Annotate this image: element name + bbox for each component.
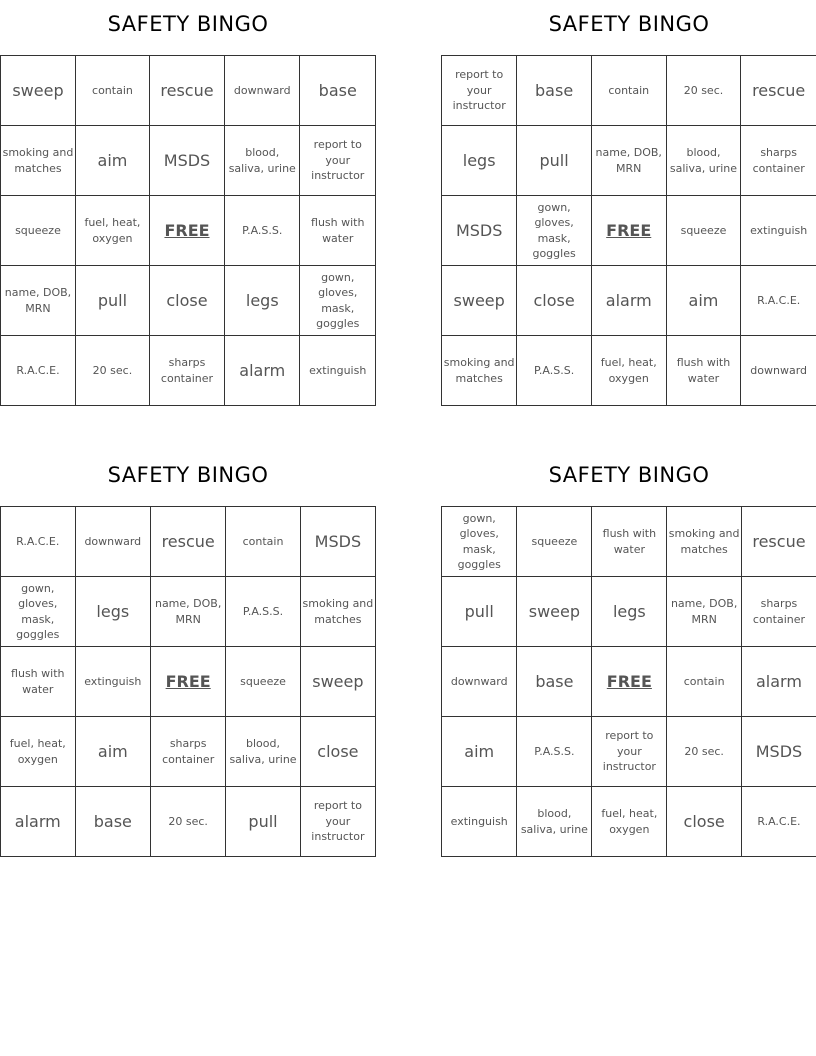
bingo-cell[interactable]: gown, gloves, mask, goggles <box>300 266 376 336</box>
bingo-cell[interactable]: sharps container <box>741 126 816 196</box>
card-title: SAFETY BINGO <box>548 12 710 36</box>
bingo-cell[interactable]: report to your instructor <box>592 717 667 787</box>
bingo-grid <box>0 55 376 406</box>
bingo-cell[interactable]: 20 sec. <box>75 336 149 406</box>
bingo-cell[interactable]: flush with water <box>666 336 741 406</box>
card-title: SAFETY BINGO <box>548 463 710 487</box>
grid-row <box>442 787 816 857</box>
bingo-cell[interactable]: squeeze <box>517 507 592 577</box>
bingo-cell[interactable]: close <box>149 266 224 336</box>
grid-row <box>442 647 816 717</box>
bingo-cell[interactable]: rescue <box>741 56 816 126</box>
grid-row <box>1 196 376 266</box>
bingo-cell[interactable]: legs <box>592 577 667 647</box>
grid-row <box>442 56 816 126</box>
bingo-cell[interactable]: downward <box>741 336 816 406</box>
bingo-cell[interactable]: alarm <box>225 336 300 406</box>
card-title: SAFETY BINGO <box>107 12 269 36</box>
bingo-cell[interactable]: pull <box>442 577 517 647</box>
bingo-cell[interactable]: report to your instructor <box>300 126 376 196</box>
bingo-cell[interactable]: name, DOB, MRN <box>591 126 666 196</box>
grid-row <box>1 266 376 336</box>
bingo-cell[interactable]: name, DOB, MRN <box>667 577 742 647</box>
bingo-cell[interactable]: 20 sec. <box>666 56 741 126</box>
bingo-cell[interactable]: report to your instructor <box>300 787 375 857</box>
bingo-cell[interactable]: aim <box>666 266 741 336</box>
bingo-cell[interactable]: blood, saliva, urine <box>666 126 741 196</box>
bingo-cell[interactable]: P.A.S.S. <box>226 577 301 647</box>
bingo-cell[interactable]: aim <box>75 717 151 787</box>
bingo-cell[interactable]: aim <box>75 126 149 196</box>
bingo-cell[interactable]: smoking and matches <box>1 126 76 196</box>
bingo-cell[interactable]: downward <box>442 647 517 717</box>
grid-row <box>1 126 376 196</box>
bingo-cell[interactable]: extinguish <box>75 647 151 717</box>
bingo-cell[interactable]: sweep <box>1 56 76 126</box>
bingo-cell[interactable]: name, DOB, MRN <box>1 266 76 336</box>
bingo-cell[interactable]: sharps container <box>741 577 816 647</box>
free-space-cell[interactable]: FREE <box>592 647 667 717</box>
bingo-cell[interactable]: squeeze <box>1 196 76 266</box>
bingo-cell[interactable]: alarm <box>1 787 76 857</box>
bingo-cell[interactable]: base <box>517 56 592 126</box>
bingo-cell[interactable]: smoking and matches <box>667 507 742 577</box>
bingo-cell[interactable]: R.A.C.E. <box>1 507 76 577</box>
grid-row <box>442 196 816 266</box>
bingo-cell[interactable]: pull <box>517 126 592 196</box>
bingo-cell[interactable]: base <box>75 787 151 857</box>
bingo-cell[interactable]: legs <box>225 266 300 336</box>
bingo-cell[interactable]: fuel, heat, oxygen <box>592 787 667 857</box>
bingo-cell[interactable]: contain <box>226 507 301 577</box>
bingo-cell[interactable]: blood, saliva, urine <box>226 717 301 787</box>
bingo-cell[interactable]: sweep <box>442 266 517 336</box>
bingo-cell[interactable]: extinguish <box>442 787 517 857</box>
bingo-cell[interactable]: P.A.S.S. <box>225 196 300 266</box>
bingo-cell[interactable]: rescue <box>151 507 226 577</box>
bingo-grid <box>441 55 816 406</box>
grid-row <box>442 507 816 577</box>
bingo-cell[interactable]: sharps container <box>151 717 226 787</box>
grid-row <box>442 717 816 787</box>
bingo-cell[interactable]: blood, saliva, urine <box>517 787 592 857</box>
bingo-cell[interactable]: 20 sec. <box>667 717 742 787</box>
bingo-cell[interactable]: R.A.C.E. <box>1 336 76 406</box>
bingo-cell[interactable]: P.A.S.S. <box>517 717 592 787</box>
grid-row <box>1 787 376 857</box>
bingo-cell[interactable]: aim <box>442 717 517 787</box>
bingo-cell[interactable]: pull <box>75 266 149 336</box>
free-space-cell[interactable]: FREE <box>591 196 666 266</box>
bingo-cell[interactable]: extinguish <box>741 196 816 266</box>
bingo-cell[interactable]: flush with water <box>300 196 376 266</box>
grid-row <box>442 336 816 406</box>
bingo-cell[interactable]: legs <box>75 577 151 647</box>
grid-row <box>1 56 376 126</box>
free-space-cell[interactable]: FREE <box>151 647 226 717</box>
grid-row <box>1 647 376 717</box>
grid-row <box>1 336 376 406</box>
bingo-cell[interactable]: R.A.C.E. <box>741 266 816 336</box>
bingo-cell[interactable]: pull <box>226 787 301 857</box>
bingo-cell[interactable]: MSDS <box>300 507 375 577</box>
bingo-cell[interactable]: fuel, heat, oxygen <box>591 336 666 406</box>
bingo-cell[interactable]: smoking and matches <box>300 577 375 647</box>
bingo-cell[interactable]: report to your instructor <box>442 56 517 126</box>
bingo-cell[interactable]: sweep <box>300 647 375 717</box>
grid-row <box>1 717 376 787</box>
bingo-cell[interactable]: rescue <box>149 56 224 126</box>
bingo-cell[interactable]: extinguish <box>300 336 376 406</box>
card-title: SAFETY BINGO <box>107 463 269 487</box>
bingo-cell[interactable]: close <box>667 787 742 857</box>
bingo-cell[interactable]: sweep <box>517 577 592 647</box>
grid-row <box>1 507 376 577</box>
bingo-cell[interactable]: close <box>517 266 592 336</box>
bingo-cell[interactable]: close <box>300 717 375 787</box>
bingo-grid <box>0 506 376 857</box>
bingo-cell[interactable]: downward <box>225 56 300 126</box>
bingo-cell[interactable]: alarm <box>591 266 666 336</box>
bingo-grid <box>441 506 816 857</box>
bingo-cell[interactable]: fuel, heat, oxygen <box>75 196 149 266</box>
bingo-cell[interactable]: fuel, heat, oxygen <box>1 717 76 787</box>
bingo-cell[interactable]: squeeze <box>226 647 301 717</box>
bingo-cell[interactable]: smoking and matches <box>442 336 517 406</box>
bingo-cell[interactable]: gown, gloves, mask, goggles <box>1 577 76 647</box>
bingo-cell[interactable]: alarm <box>741 647 816 717</box>
bingo-cell[interactable]: gown, gloves, mask, goggles <box>442 507 517 577</box>
grid-row <box>442 266 816 336</box>
bingo-cell[interactable]: contain <box>591 56 666 126</box>
bingo-cell[interactable]: flush with water <box>592 507 667 577</box>
bingo-cell[interactable]: squeeze <box>666 196 741 266</box>
bingo-cell[interactable]: MSDS <box>149 126 224 196</box>
grid-row <box>442 126 816 196</box>
bingo-cell[interactable]: base <box>300 56 376 126</box>
bingo-cell[interactable]: base <box>517 647 592 717</box>
bingo-cell[interactable]: flush with water <box>1 647 76 717</box>
bingo-cell[interactable]: sharps container <box>149 336 224 406</box>
grid-row <box>1 577 376 647</box>
bingo-cell[interactable]: MSDS <box>741 717 816 787</box>
bingo-cell[interactable]: MSDS <box>442 196 517 266</box>
bingo-cell[interactable]: legs <box>442 126 517 196</box>
bingo-cell[interactable]: contain <box>667 647 742 717</box>
bingo-cell[interactable]: rescue <box>741 507 816 577</box>
bingo-cell[interactable]: gown, gloves, mask, goggles <box>517 196 592 266</box>
bingo-cell[interactable]: blood, saliva, urine <box>225 126 300 196</box>
bingo-cell[interactable]: R.A.C.E. <box>741 787 816 857</box>
bingo-cell[interactable]: contain <box>75 56 149 126</box>
bingo-cell[interactable]: downward <box>75 507 151 577</box>
bingo-cell[interactable]: P.A.S.S. <box>517 336 592 406</box>
free-space-cell[interactable]: FREE <box>149 196 224 266</box>
bingo-cell[interactable]: name, DOB, MRN <box>151 577 226 647</box>
grid-row <box>442 577 816 647</box>
bingo-cell[interactable]: 20 sec. <box>151 787 226 857</box>
